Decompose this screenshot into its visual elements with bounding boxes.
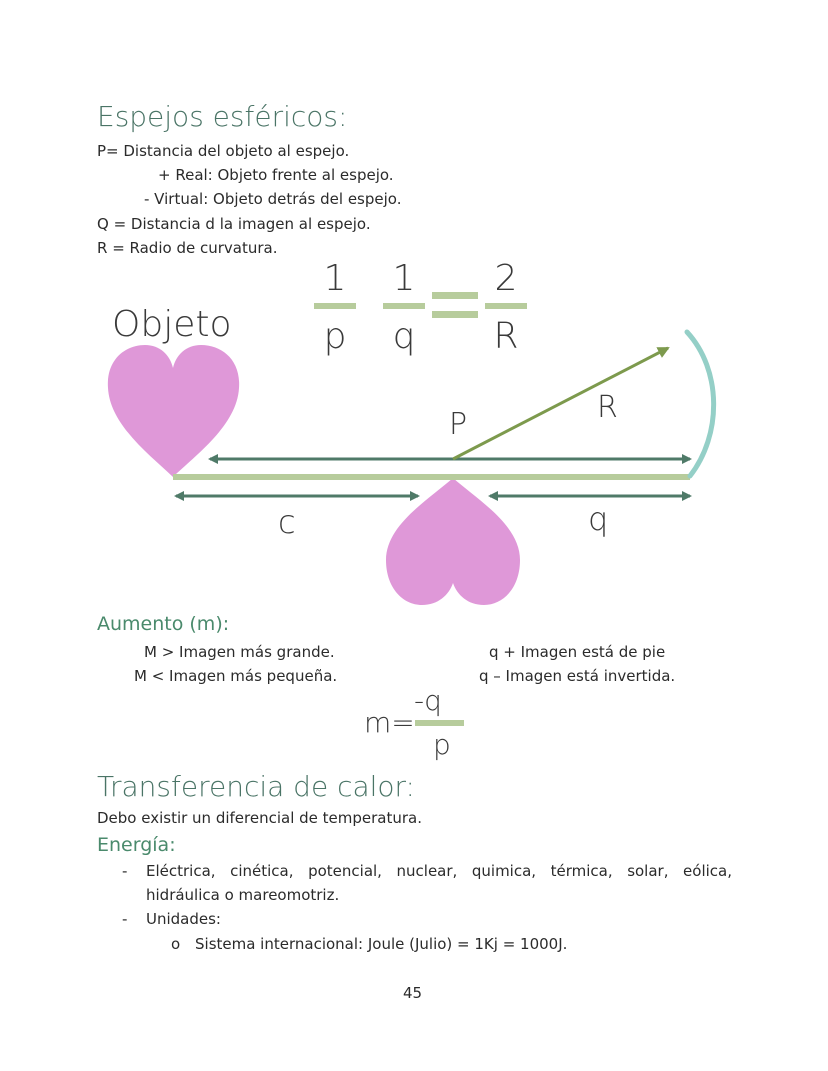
aumento-title: Aumento (m): [97, 613, 230, 635]
page-number: 45 [403, 984, 423, 1002]
magnification-fraction-bar [415, 720, 464, 726]
radius-arrow [453, 348, 668, 459]
objeto-label: Objeto [112, 304, 232, 345]
formula-num-3: 2 [494, 258, 518, 299]
aumento-left-2: M < Imagen más pequeña. [134, 667, 338, 685]
formula-num-2: 1 [392, 258, 416, 299]
object-heart-icon [108, 345, 239, 477]
definition-real: + Real: Objeto frente al espejo. [158, 166, 394, 184]
bullet-dash-2: - [122, 910, 128, 928]
transferencia-intro: Debo existir un diferencial de temperatura. [97, 809, 423, 827]
section-title-espejos: Espejos esféricos: [97, 100, 348, 133]
magnification-num: -q [414, 684, 442, 717]
formula-den-r: R [493, 316, 519, 357]
definition-q: Q = Distancia d la imagen al espejo. [97, 215, 371, 233]
aumento-left-1: M > Imagen más grande. [144, 643, 335, 661]
aumento-right-2: q – Imagen está invertida. [479, 667, 676, 685]
formula-den-q: q [392, 316, 416, 357]
bullet-energias-line2: hidráulica o mareomotriz. [146, 886, 340, 904]
spherical-mirror-arc [687, 332, 714, 476]
energia-subtitle: Energía: [97, 834, 176, 856]
c-label: c [278, 503, 296, 541]
subbullet-marker: o [171, 935, 181, 953]
subbullet-sistema-internacional: Sistema internacional: Joule (Julio) = 1Kj = 1000J. [195, 935, 568, 953]
optical-axis-line [173, 474, 690, 480]
formula-den-p: p [323, 316, 347, 357]
magnification-den: p [433, 728, 451, 761]
bullet-dash-1: - [122, 862, 128, 880]
aumento-right-1: q + Imagen está de pie [489, 643, 666, 661]
definition-p: P= Distancia del objeto al espejo. [97, 142, 350, 160]
definition-virtual: - Virtual: Objeto detrás del espejo. [144, 190, 402, 208]
q-label: q [588, 500, 609, 538]
radius-label: R [597, 390, 618, 425]
formula-num-1: 1 [323, 258, 347, 299]
magnification-lhs: m= [364, 706, 415, 739]
bullet-unidades: Unidades: [146, 910, 221, 928]
bullet-energias-line1: Eléctrica, cinética, potencial, nuclear, quimica, térmica, solar, eólica, [146, 862, 732, 880]
section-title-transferencia: Transferencia de calor: [97, 770, 415, 803]
definition-r: R = Radio de curvatura. [97, 239, 278, 257]
p-point-label: P [449, 407, 468, 442]
